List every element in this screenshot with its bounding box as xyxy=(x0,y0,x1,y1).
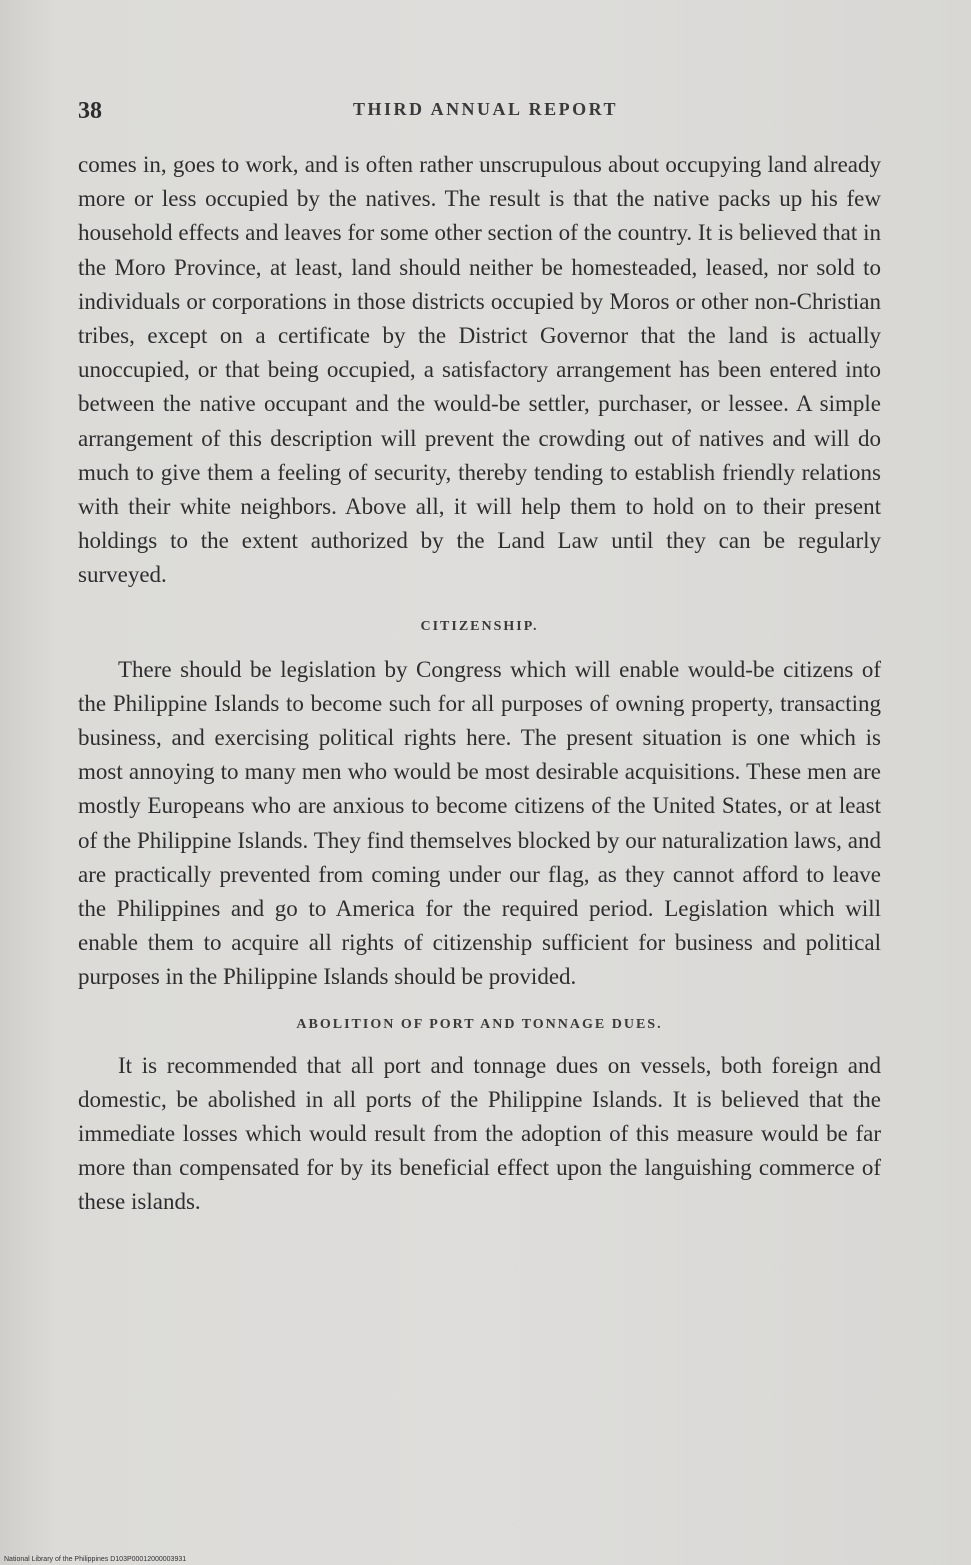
citizenship-paragraph: There should be legislation by Congress which will enable would-be citizens of the Philippine Islands to become such for all purposes of owning property, transacting business, and exercising political rights here. The present situation is one which is most annoying to many men who would be most desirable acquisitions. These men are mostly Europeans who are anxious to become citizens of the United States, or at least of the Philippine Islands. They find themselves blocked by our naturalization laws, and are practically prevented from coming under our flag, as they cannot afford to leave the Philippines and go to America for the required period. Legislation which will enable them to acquire all rights of citizenship sufficient for business and political purposes in the Philippine Islands should be provided. xyxy=(78,656,881,990)
page-number: 38 xyxy=(78,98,102,124)
continuation-paragraph: comes in, goes to work, and is often rather unscrupulous about occupying land already more or less occupied by the natives. The result is that the native packs up his few household effects and leaves for some other section of the country. It is believed that in the Moro Province, at least, land should neither be homesteaded, leased, nor sold to individuals or corporations in those districts occupied by Moros or other non-Christian tribes, except on a certificate by the District Governor that the land is actually unoccupied, or that being occupied, a satisfactory arrangement has been entered into between the native occupant and the would-be settler, purchaser, or lessee. A simple arrangement of this description will prevent the crowding out of natives and will do much to give them a feeling of security, thereby tending to establish friendly relations with their white neighbors. Above all, it will help them to hold on to their present holdings to the extent authorized by the Land Law until they can be regularly surveyed. xyxy=(78,152,881,588)
page-body xyxy=(78,148,881,1220)
running-title: THIRD ANNUAL REPORT xyxy=(353,99,618,119)
section-heading-citizenship: CITIZENSHIP. xyxy=(420,618,539,634)
source-footer: National Library of the Philippines D103P00012000003931 xyxy=(4,1556,187,1563)
section-heading-abolition: ABOLITION OF PORT AND TONNAGE DUES. xyxy=(296,1016,663,1032)
abolition-paragraph: It is recommended that all port and tonnage dues on vessels, both foreign and domestic, be abolished in all ports of the Philippine Islands. It is believed that the immediate losses which would result from the adoption of this measure would be far more than compensated for by its beneficial effect upon the languishing commerce of these islands. xyxy=(78,1052,881,1215)
